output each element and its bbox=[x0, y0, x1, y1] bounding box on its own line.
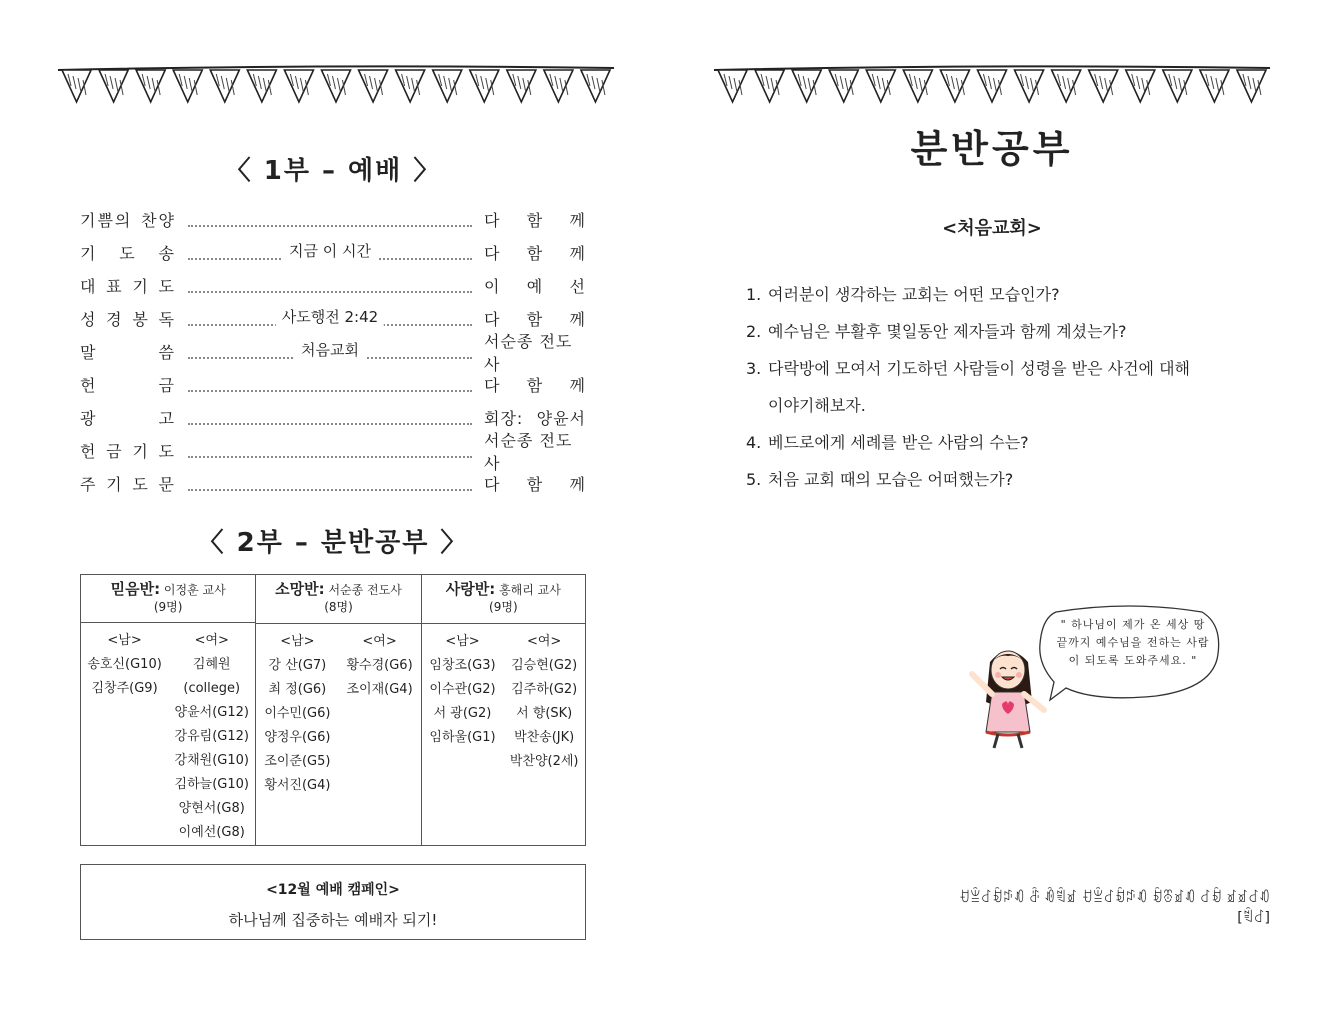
class-teacher: 이정훈 교사 bbox=[163, 583, 226, 597]
list-item: 황수경(G6) bbox=[346, 658, 413, 673]
class-table bbox=[80, 574, 586, 846]
male-list bbox=[422, 630, 504, 774]
list-item: 조이재(G4) bbox=[346, 682, 413, 697]
class-column bbox=[256, 575, 421, 845]
bunting-flag bbox=[433, 70, 462, 102]
bunting-flag bbox=[1126, 70, 1155, 102]
program-item-name: 대 표 기 도 bbox=[80, 277, 176, 296]
bunting-flag bbox=[62, 70, 91, 102]
question-number: 4. bbox=[746, 433, 762, 452]
class-count: (9명) bbox=[153, 600, 183, 614]
class-members bbox=[81, 623, 255, 845]
list-item: 양현서(G8) bbox=[178, 801, 245, 816]
program-item-note: 지금 이 시간 bbox=[283, 240, 377, 261]
program-item-name: 말 씀 bbox=[80, 343, 176, 362]
female-label: <여> bbox=[362, 634, 397, 649]
class-name: 소망반: bbox=[275, 580, 325, 598]
bunting-right bbox=[714, 62, 1270, 112]
bunting-flag bbox=[173, 70, 202, 102]
dotted-leader bbox=[188, 279, 472, 293]
male-list bbox=[256, 630, 338, 798]
program-item-name: 성 경 봉 독 bbox=[80, 310, 176, 329]
campaign-box bbox=[80, 864, 586, 940]
bunting-flag bbox=[507, 70, 536, 102]
list-item: 조이준(G5) bbox=[264, 754, 331, 769]
bunting-flag bbox=[99, 70, 128, 102]
list-item: 강채원(G10) bbox=[174, 753, 249, 768]
bunting-flag bbox=[940, 70, 969, 102]
program-item-note: 사도행전 2:42 bbox=[276, 306, 384, 327]
program-row bbox=[80, 236, 586, 269]
list-item: 서 향(SK) bbox=[516, 706, 573, 721]
program-item-name: 기 도 송 bbox=[80, 244, 176, 263]
program-item-note: 처음교회 bbox=[295, 339, 365, 360]
bunting-flag bbox=[1089, 70, 1118, 102]
bunting-flag bbox=[1052, 70, 1081, 102]
program-item-leader: 이 예 선 bbox=[484, 277, 586, 296]
question-item bbox=[746, 461, 1246, 498]
class-column bbox=[422, 575, 585, 845]
question-text: 여러분이 생각하는 교회는 어떤 모습인가? bbox=[768, 285, 1060, 304]
class-name: 믿음반: bbox=[110, 580, 161, 598]
list-item: 강 산(G7) bbox=[268, 658, 327, 673]
question-text: 베드로에게 세례를 받은 사람의 수는? bbox=[768, 433, 1029, 452]
class-count: (8명) bbox=[324, 600, 353, 614]
bunting-flag bbox=[1163, 70, 1192, 102]
female-label: <여> bbox=[194, 633, 229, 648]
bunting-flag bbox=[247, 70, 276, 102]
list-item: 이수민(G6) bbox=[264, 706, 331, 721]
bunting-flag bbox=[792, 70, 821, 102]
class-header bbox=[256, 575, 420, 624]
program-row bbox=[80, 269, 586, 302]
list-item: 임창조(G3) bbox=[429, 658, 496, 673]
list-item: 양윤서(G12) bbox=[174, 705, 249, 720]
list-item: 임하울(G1) bbox=[429, 730, 496, 745]
list-item: 김주하(G2) bbox=[511, 682, 578, 697]
male-label: <남> bbox=[280, 634, 315, 649]
program-item-leader: 다 함 께 bbox=[484, 211, 586, 230]
program-item-name: 기쁨의 찬양 bbox=[80, 211, 176, 230]
part1-title: 〈 1부 – 예배 〉 bbox=[224, 156, 442, 186]
program-row bbox=[80, 467, 586, 500]
campaign-text: 하나님께 집중하는 예배자 되기! bbox=[228, 911, 438, 929]
class-header bbox=[422, 575, 585, 624]
class-column bbox=[81, 575, 256, 845]
study-subtitle: <처음교회> bbox=[942, 218, 1042, 239]
verse-reference: [ꁢꁐ] bbox=[1237, 910, 1270, 926]
question-item bbox=[746, 424, 1246, 461]
program-item-name: 헌 금 기 도 bbox=[80, 442, 176, 461]
male-label: <남> bbox=[445, 634, 480, 649]
dotted-leader bbox=[188, 307, 472, 326]
list-item: 강유림(G12) bbox=[174, 729, 249, 744]
program-item-leader: 회장: 양윤서 bbox=[484, 409, 586, 428]
female-label: <여> bbox=[526, 634, 562, 649]
bunting-flag bbox=[829, 70, 858, 102]
campaign-title: <12월 예배 캠페인> bbox=[266, 882, 400, 898]
question-number: 2. bbox=[746, 322, 762, 341]
question-number: 5. bbox=[746, 470, 762, 489]
program-item-name: 광 고 bbox=[80, 409, 176, 428]
list-item: 이수관(G2) bbox=[429, 682, 496, 697]
bunting-flag bbox=[1200, 70, 1229, 102]
program-item-leader: 다 함 께 bbox=[484, 376, 586, 395]
male-list bbox=[81, 629, 168, 845]
list-item: 최 정(G6) bbox=[268, 682, 327, 697]
speech-bubble bbox=[1036, 604, 1222, 702]
program-row bbox=[80, 430, 586, 473]
bunting-flag bbox=[718, 70, 747, 102]
bunting-flag bbox=[903, 70, 932, 102]
dotted-leader bbox=[188, 378, 472, 392]
bunting-flag bbox=[977, 70, 1006, 102]
female-list bbox=[503, 630, 585, 774]
bunting-left bbox=[58, 62, 614, 112]
program-row bbox=[80, 368, 586, 401]
female-list bbox=[168, 629, 255, 845]
list-item: 황서진(G4) bbox=[264, 778, 331, 793]
program-item-name: 주 기 도 문 bbox=[80, 475, 176, 494]
bunting-flag bbox=[321, 70, 350, 102]
program-item-leader: 다 함 께 bbox=[484, 310, 586, 329]
list-item: 김혜원(college) bbox=[183, 657, 241, 696]
dotted-leader bbox=[188, 477, 472, 491]
question-number: 1. bbox=[746, 285, 762, 304]
worship-program bbox=[80, 203, 586, 500]
class-members bbox=[256, 624, 420, 798]
bubble-text: " 하나님이 제가 온 세상 땅 끝까지 예수님을 전하는 사람이 되도록 도와주세요. " bbox=[1056, 618, 1210, 667]
dotted-leader bbox=[188, 340, 472, 359]
program-item-name: 헌 금 bbox=[80, 376, 176, 395]
question-text: 다락방에 모여서 기도하던 사람들이 성령을 받은 사건에 대해 bbox=[768, 359, 1191, 378]
list-item: 서 광(G2) bbox=[433, 706, 492, 721]
program-row bbox=[80, 203, 586, 236]
dotted-leader bbox=[188, 213, 472, 227]
list-item: 송호신(G10) bbox=[87, 657, 162, 672]
class-header bbox=[81, 575, 255, 623]
bunting-flag bbox=[470, 70, 499, 102]
part2-title: 〈 2부 – 분반공부 〉 bbox=[197, 528, 469, 558]
question-item bbox=[746, 387, 1246, 424]
bunting-flag bbox=[755, 70, 784, 102]
study-title: 분반공부 bbox=[910, 127, 1074, 171]
list-item: 양정우(G6) bbox=[264, 730, 331, 745]
verse-text bbox=[890, 888, 1270, 928]
list-item: 김창주(G9) bbox=[91, 681, 158, 696]
list-item: 박찬송(JK) bbox=[514, 730, 575, 745]
verse-line: ꀀꁇꁐꀁꁯꀒ ꁔ ꀐꁢꀃ ꀀꁇꁐꀁꁯꀒ ꀁꁨꀃꀒ ꁐꀁ ꀃꀃꁐꀒ bbox=[958, 890, 1270, 906]
bunting-flag bbox=[210, 70, 239, 102]
list-item: 김하늘(G10) bbox=[174, 777, 249, 792]
dotted-leader bbox=[188, 241, 472, 260]
program-item-leader: 다 함 께 bbox=[484, 475, 586, 494]
question-item bbox=[746, 276, 1246, 313]
program-row bbox=[80, 331, 586, 374]
female-list bbox=[338, 630, 420, 798]
question-text: 처음 교회 때의 모습은 어떠했는가? bbox=[768, 470, 1014, 489]
bunting-flag bbox=[1237, 70, 1266, 102]
bunting-flag bbox=[136, 70, 165, 102]
class-members bbox=[422, 624, 585, 774]
program-item-leader: 서순종 전도사 bbox=[484, 430, 573, 473]
question-item bbox=[746, 313, 1246, 350]
bunting-flag bbox=[544, 70, 573, 102]
bunting-flag bbox=[396, 70, 425, 102]
question-text: 예수님은 부활후 몇일동안 제자들과 함께 계셨는가? bbox=[768, 322, 1127, 341]
bunting-flag bbox=[581, 70, 610, 102]
bunting-flag bbox=[1015, 70, 1044, 102]
class-name: 사랑반: bbox=[445, 580, 496, 598]
program-item-leader: 서순종 전도사 bbox=[484, 331, 573, 374]
dotted-leader bbox=[188, 444, 472, 458]
class-teacher: 서순종 전도사 bbox=[328, 583, 402, 597]
program-item-leader: 다 함 께 bbox=[484, 244, 586, 263]
question-list bbox=[746, 276, 1246, 498]
bunting-flag bbox=[284, 70, 313, 102]
question-item bbox=[746, 350, 1246, 387]
bunting-flag bbox=[866, 70, 895, 102]
question-text: 이야기해보자. bbox=[768, 396, 866, 415]
male-label: <남> bbox=[107, 633, 142, 648]
bunting-flag bbox=[359, 70, 388, 102]
question-number: 3. bbox=[746, 359, 762, 378]
class-teacher: 홍해리 교사 bbox=[499, 583, 561, 597]
dotted-leader bbox=[188, 411, 472, 425]
list-item: 이예선(G8) bbox=[178, 825, 245, 840]
list-item: 박찬양(2세) bbox=[509, 754, 579, 769]
list-item: 김승현(G2) bbox=[511, 658, 578, 673]
question-number bbox=[746, 387, 768, 424]
class-count: (9명) bbox=[489, 600, 518, 614]
